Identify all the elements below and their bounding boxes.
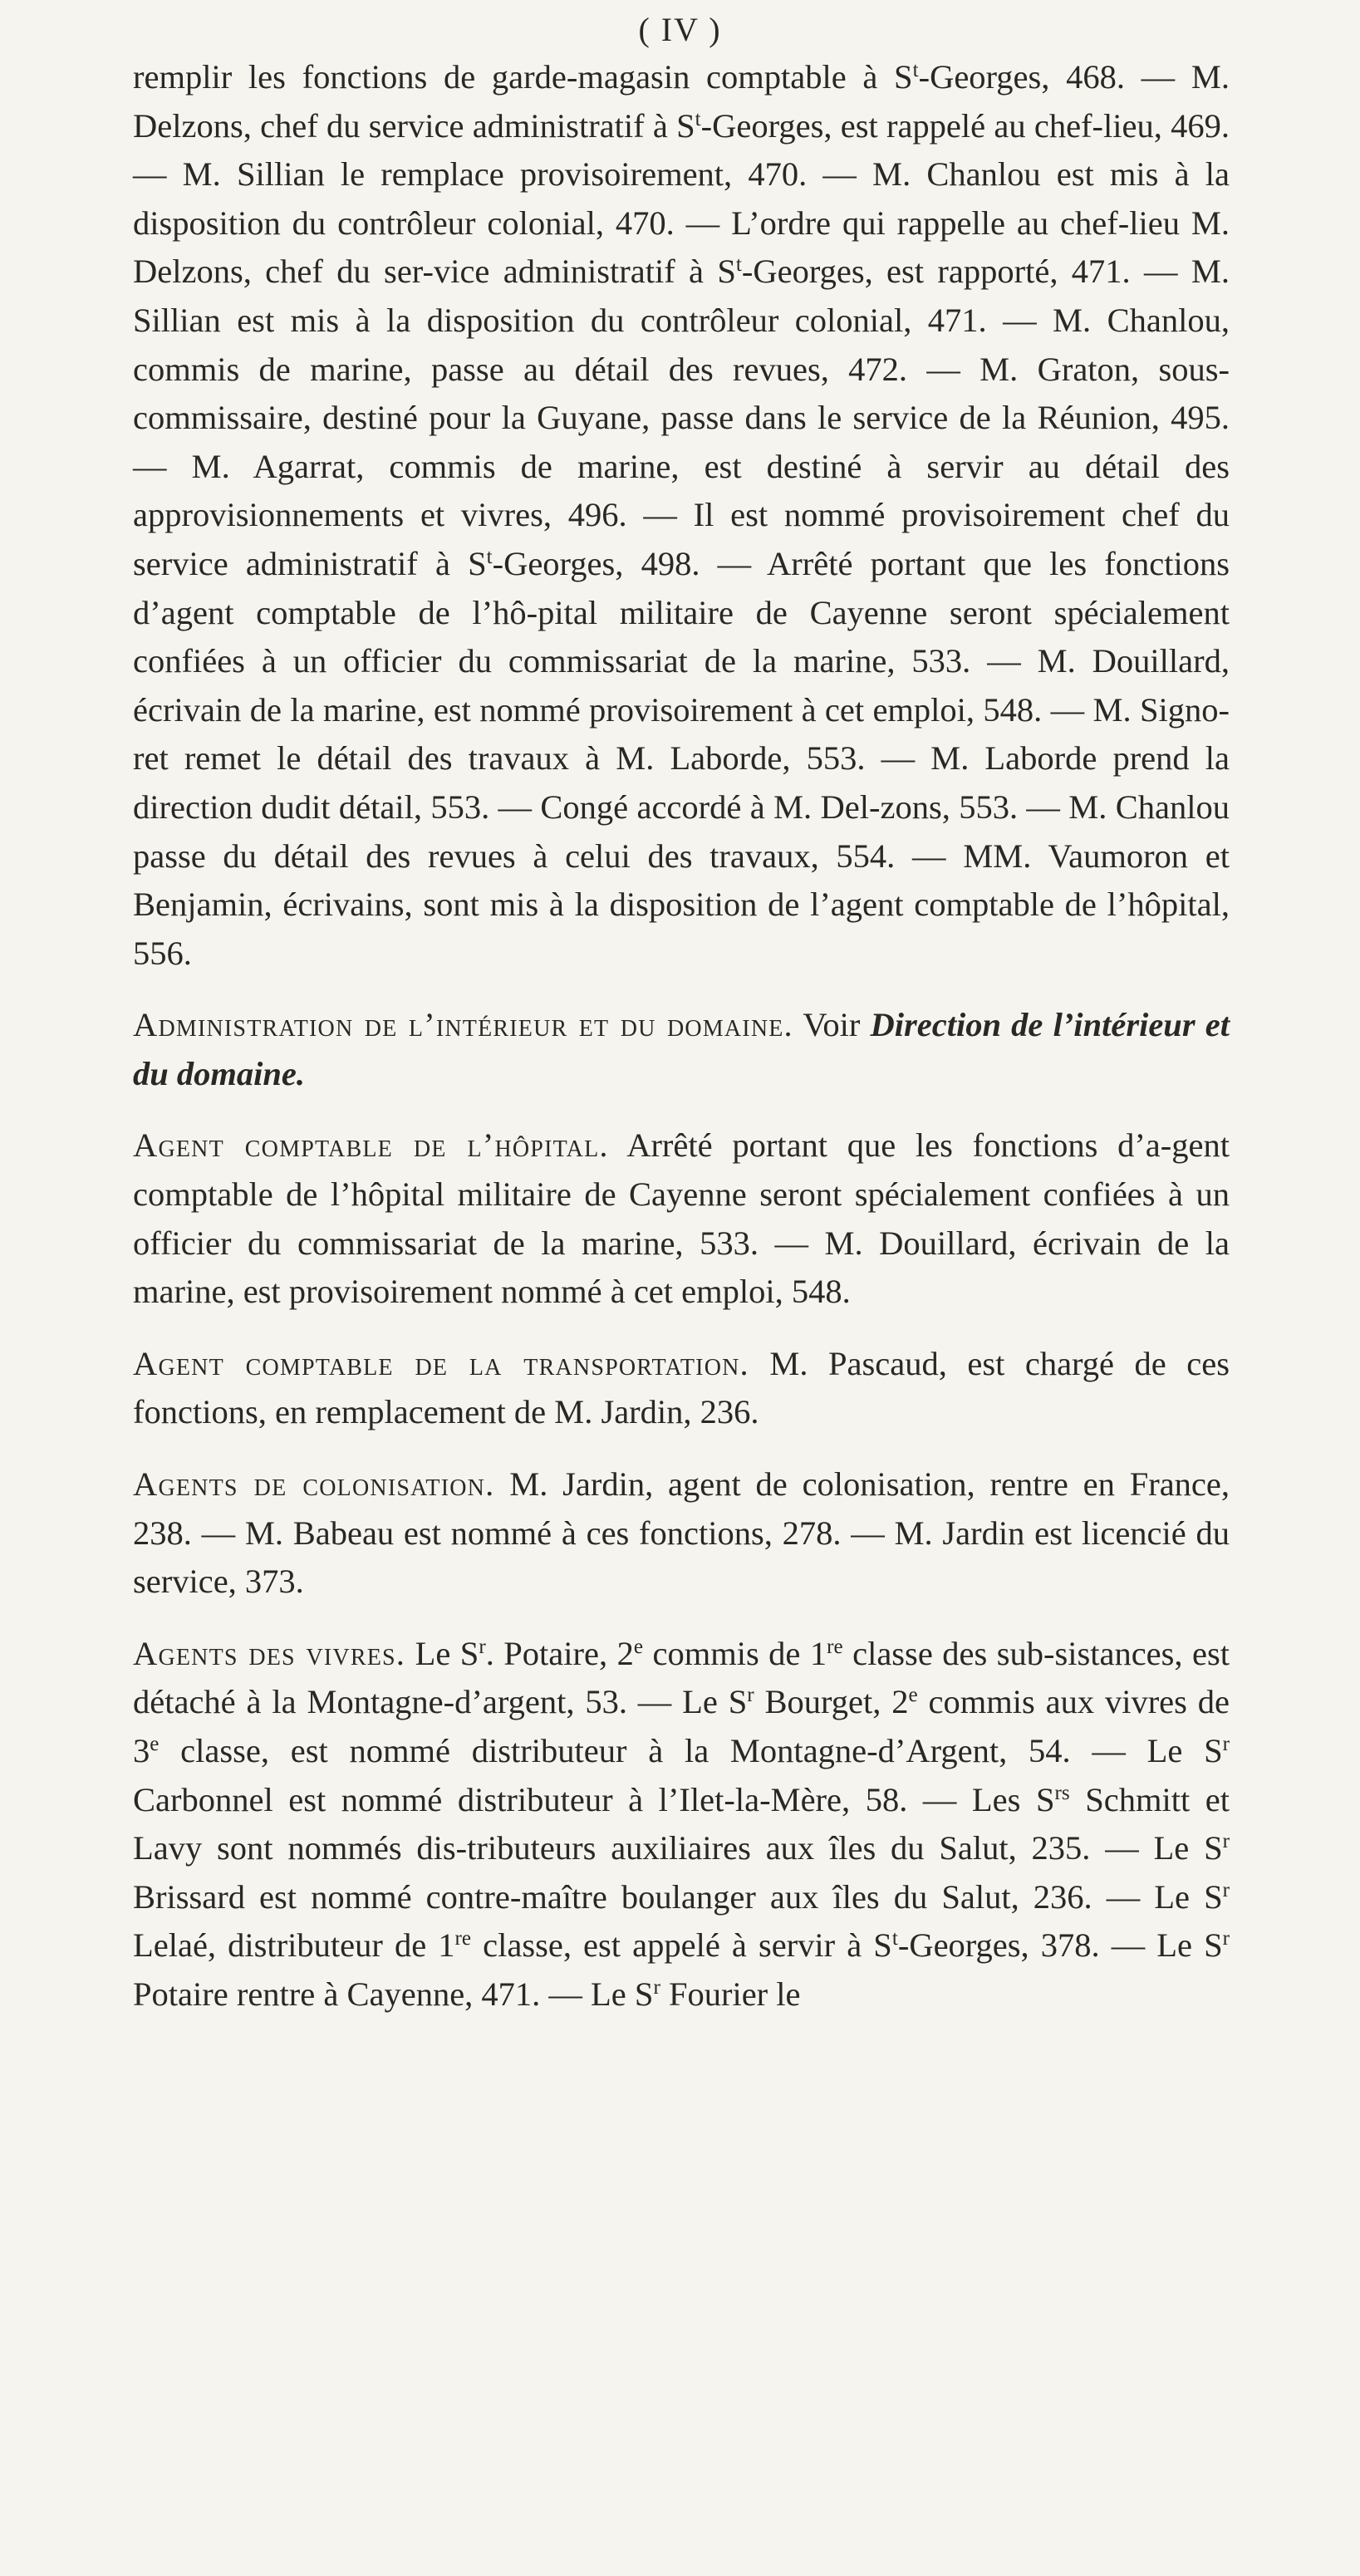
index-entry: [133, 1460, 1230, 1607]
entry-heading: Agent comptable de l’hôpital.: [133, 1126, 609, 1165]
index-entry: [133, 1630, 1230, 2019]
entry-body: Arrêté portant que les fonctions d’a-gent comptable de l’hôpital militaire de Cayenne seront spécialement confiées à un officier du commissariat de la marine, 533. — M. Douillard, écrivain de la marine, est provisoirement nommé à cet emploi, 548.: [133, 1126, 1230, 1311]
entry-heading: Agent comptable de la transportation.: [133, 1344, 749, 1382]
index-text: [133, 53, 1230, 2019]
entry-body: remplir les fonctions de garde-magasin comptable à $S^t$-Georges, 468. — M. Delzons, chef du service administratif à $S^t$-Georges, est rappelé au chef-lieu, 469. — M. Sillian le remplace provisoirement, 470. — M. Chanlou est mis à la disposition du contrôleur colonial, 470. — L’ordre qui rappelle au chef-lieu M. Delzons, chef du ser-vice administratif à $S^t$-Georges, est rapporté, 471. — M. Sillian est mis à la disposition du contrôleur colonial, 471. — M. Chanlou, commis de marine, passe au détail des revues, 472. — M. Graton, sous-commissaire, destiné pour la Guyane, passe dans le service de la Réunion, 495. — M. Agarrat, commis de marine, est destiné à servir au détail des approvisionnements et vivres, 496. — Il est nommé provisoirement chef du service administratif à $S^t$-Georges, 498. — Arrêté portant que les fonctions d’agent comptable de l’hô-pital militaire de Cayenne seront spécialement confiées à un officier du commissariat de la marine, 533. — M. Douillard, écrivain de la marine, est nommé provisoirement à cet emploi, 548. — M. Signo-ret remet le détail des travaux à M. Laborde, 553. — M. Laborde prend la direction dudit détail, 553. — Congé accordé à M. Del-zons, 553. — M. Chanlou passe du détail des revues à celui des travaux, 554. — MM. Vaumoron et Benjamin, écrivains, sont mis à la disposition de l’agent comptable de l’hôpital, 556.: [133, 58, 1230, 972]
index-entry: [133, 1340, 1230, 1437]
index-entry: [133, 1121, 1230, 1316]
page-number: ( IV ): [638, 11, 722, 48]
continued-entry: [133, 53, 1230, 978]
entry-body: M. Pascaud, est chargé de ces fonctions, en remplacement de M. Jardin, 236.: [133, 1344, 1230, 1431]
entry-body: Voir Direction de l’intérieur et du domaine.: [133, 1006, 1230, 1092]
entry-heading: Administration de l’intérieur et du domaine.: [133, 1006, 793, 1044]
entry-body: Le $S^r$. Potaire, 2e commis de 1re classe des sub-sistances, est détaché à la Montagne-d’argent, 53. — Le $S^r$ Bourget, 2e commis aux vivres de 3e classe, est nommé distributeur à la Montagne-d’Argent, 54. — Le $S^r$ Carbonnel est nommé distributeur à l’Ilet-la-Mère, 58. — Les $S^{rs}$ Schmitt et Lavy sont nommés dis-tributeurs auxiliaires aux îles du Salut, 235. — Le $S^r$ Brissard est nommé contre-maître boulanger aux îles du Salut, 236. — Le $S^r$ Lelaé, distributeur de 1re classe, est appelé à servir à $S^t$-Georges, 378. — Le $S^r$ Potaire rentre à Cayenne, 471. — Le $S^r$ Fourier le: [133, 1634, 1230, 2013]
entry-body: M. Jardin, agent de colonisation, rentre en France, 238. — M. Babeau est nommé à ces fonctions, 278. — M. Jardin est licencié du service, 373.: [133, 1465, 1230, 1601]
entry-heading: Agents de colonisation.: [133, 1465, 495, 1504]
index-entry: [133, 1001, 1230, 1098]
entry-heading: Agents des vivres.: [133, 1634, 406, 1672]
